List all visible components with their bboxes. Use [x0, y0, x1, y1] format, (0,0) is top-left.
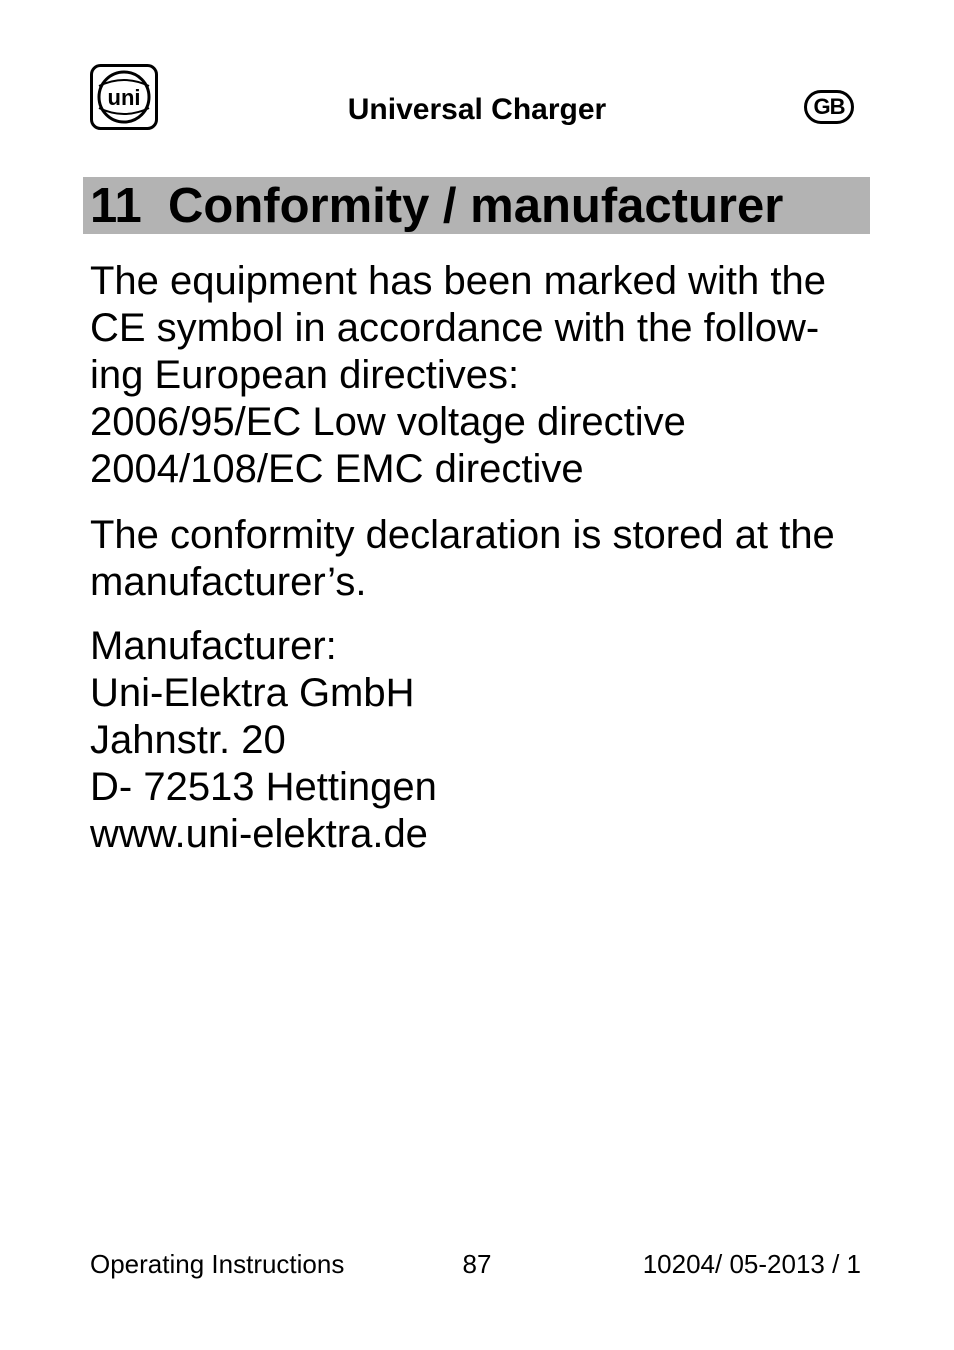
street-address: Jahnstr. 20 — [90, 718, 286, 762]
footer-document-id: 10204/ 05-2013 / 1 — [642, 1249, 861, 1279]
directive-emc: 2004/108/EC EMC directive — [90, 447, 584, 491]
manufacturer-label: Manufacturer: — [90, 624, 337, 668]
manufacturer-address — [90, 623, 870, 858]
section-title: Conformity / manufacturer — [168, 179, 784, 233]
company-name: Uni-Elektra GmbH — [90, 671, 415, 715]
region-badge: GB — [804, 90, 854, 124]
directives-paragraph — [90, 258, 870, 493]
paragraph-line: CE symbol in accordance with the follow- — [90, 306, 820, 350]
footer-document-type: Operating Instructions — [90, 1249, 345, 1279]
postal-city: D- 72513 Hettingen — [90, 765, 437, 809]
paragraph-line: The conformity declaration is stored at the — [90, 513, 835, 557]
section-number: 11 — [90, 179, 142, 233]
page-number: 87 — [462, 1249, 492, 1279]
logo-text: uni — [107, 85, 141, 110]
directive-low-voltage: 2006/95/EC Low voltage directive — [90, 400, 686, 444]
document-header-title: Universal Charger — [347, 93, 607, 126]
declaration-paragraph — [90, 512, 870, 606]
website-url: www.uni-elektra.de — [90, 812, 428, 856]
paragraph-line: manufacturer’s. — [90, 560, 367, 604]
section-heading — [90, 179, 783, 233]
paragraph-line: ing European directives: — [90, 353, 520, 397]
paragraph-line: The equipment has been marked with the — [90, 259, 826, 303]
